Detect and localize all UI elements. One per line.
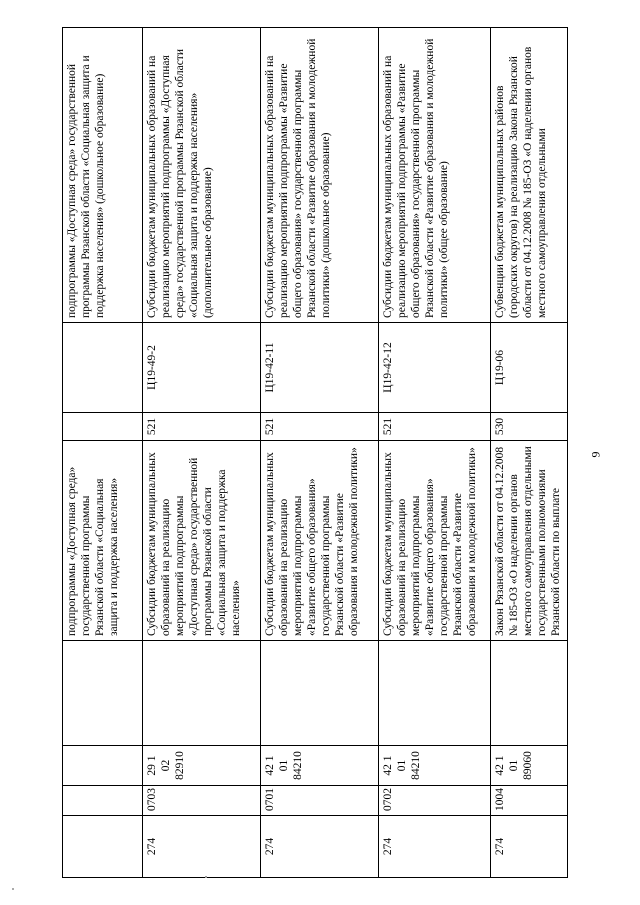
table-cell <box>63 641 143 746</box>
table-row <box>63 28 143 878</box>
table-cell: 29 1 02 82910 <box>143 746 261 786</box>
table-cell: 0703 <box>143 786 261 816</box>
table-cell <box>63 786 143 816</box>
rotated-table-wrapper <box>62 28 567 878</box>
table-cell: 42 1 01 84210 <box>261 746 379 786</box>
table-cell <box>491 641 568 746</box>
table-cell: 42 1 01 84210 <box>379 746 491 786</box>
table-cell <box>63 323 143 413</box>
table-cell: 530 <box>491 413 568 441</box>
table-cell: Субсидии бюджетам муниципальных образований на реализацию мероприятий подпрограммы «Доступная среда» государственной программы Рязанской области «Социальная защита и поддержка населения» (дополнительное образование) <box>143 28 261 323</box>
table-cell <box>63 413 143 441</box>
table-cell <box>379 641 491 746</box>
table-cell: подпрограммы «Доступная среда» государственной программы Рязанской области «Социальная защита и поддержка населения» (дошкольное образование) <box>63 28 143 323</box>
table-cell: Ц19-42-12 <box>379 323 491 413</box>
table-cell: 274 <box>261 816 379 878</box>
budget-table <box>62 27 568 878</box>
table-cell: Субсидии бюджетам муниципальных образований на реализацию мероприятий подпрограммы «Развитие общего образования» государственной программы Рязанской области «Развитие образования и молодежной политики» <box>379 441 491 641</box>
table-cell: Ц19-06 <box>491 323 568 413</box>
table-cell: 1004 <box>491 786 568 816</box>
table-cell: 521 <box>261 413 379 441</box>
scan-artifact <box>205 876 207 878</box>
table-cell: Субсидии бюджетам муниципальных образований на реализацию мероприятий подпрограммы «Развитие общего образования» государственной программы Рязанской области «Развитие образования и молодежной политики» <box>261 441 379 641</box>
table-cell <box>63 746 143 786</box>
table-cell: Закон Рязанской области от 04.12.2008 № 185-ОЗ «О наделении органов местного самоуправления отдельными государственными полномочиями Рязанской области по выплате <box>491 441 568 641</box>
table-cell: подпрограммы «Доступная среда» государственной программы Рязанской области «Социальная защита и поддержка населения» <box>63 441 143 641</box>
table-cell <box>143 641 261 746</box>
table-row <box>491 28 568 878</box>
table-cell <box>63 816 143 878</box>
table-row <box>261 28 379 878</box>
table-cell: 0701 <box>261 786 379 816</box>
table-cell: 274 <box>379 816 491 878</box>
table-row <box>379 28 491 878</box>
table-cell: Ц19-49-2 <box>143 323 261 413</box>
table-cell: Субсидии бюджетам муниципальных образований на реализацию мероприятий подпрограммы «Развитие общего образования» государственной программы Рязанской области «Развитие образования и молодежной политики» (общее образование) <box>379 28 491 323</box>
table-cell: 521 <box>143 413 261 441</box>
table-cell: Субсидии бюджетам муниципальных образований на реализацию мероприятий подпрограммы «Развитие общего образования» государственной программы Рязанской области «Развитие образования и молодежной политики» (дошкольное образование) <box>261 28 379 323</box>
table-cell: 0702 <box>379 786 491 816</box>
table-row <box>143 28 261 878</box>
table-cell: 42 1 01 89060 <box>491 746 568 786</box>
table-cell: 274 <box>143 816 261 878</box>
table-cell: Субвенции бюджетам муниципальных районов (городских округов) на реализацию Закона Рязанской области от 04.12.2008 № 185-ОЗ «О наделении органов местного самоуправления отдельными <box>491 28 568 323</box>
table-cell: 274 <box>491 816 568 878</box>
table-cell: Субсидии бюджетам муниципальных образований на реализацию мероприятий подпрограммы «Доступная среда» государственной программы Рязанской области «Социальная защита и поддержка населения» <box>143 441 261 641</box>
table-cell: Ц19-42-11 <box>261 323 379 413</box>
table-cell <box>261 641 379 746</box>
scan-artifact <box>12 888 14 890</box>
page-number: 9 <box>588 451 603 458</box>
table-cell: 521 <box>379 413 491 441</box>
